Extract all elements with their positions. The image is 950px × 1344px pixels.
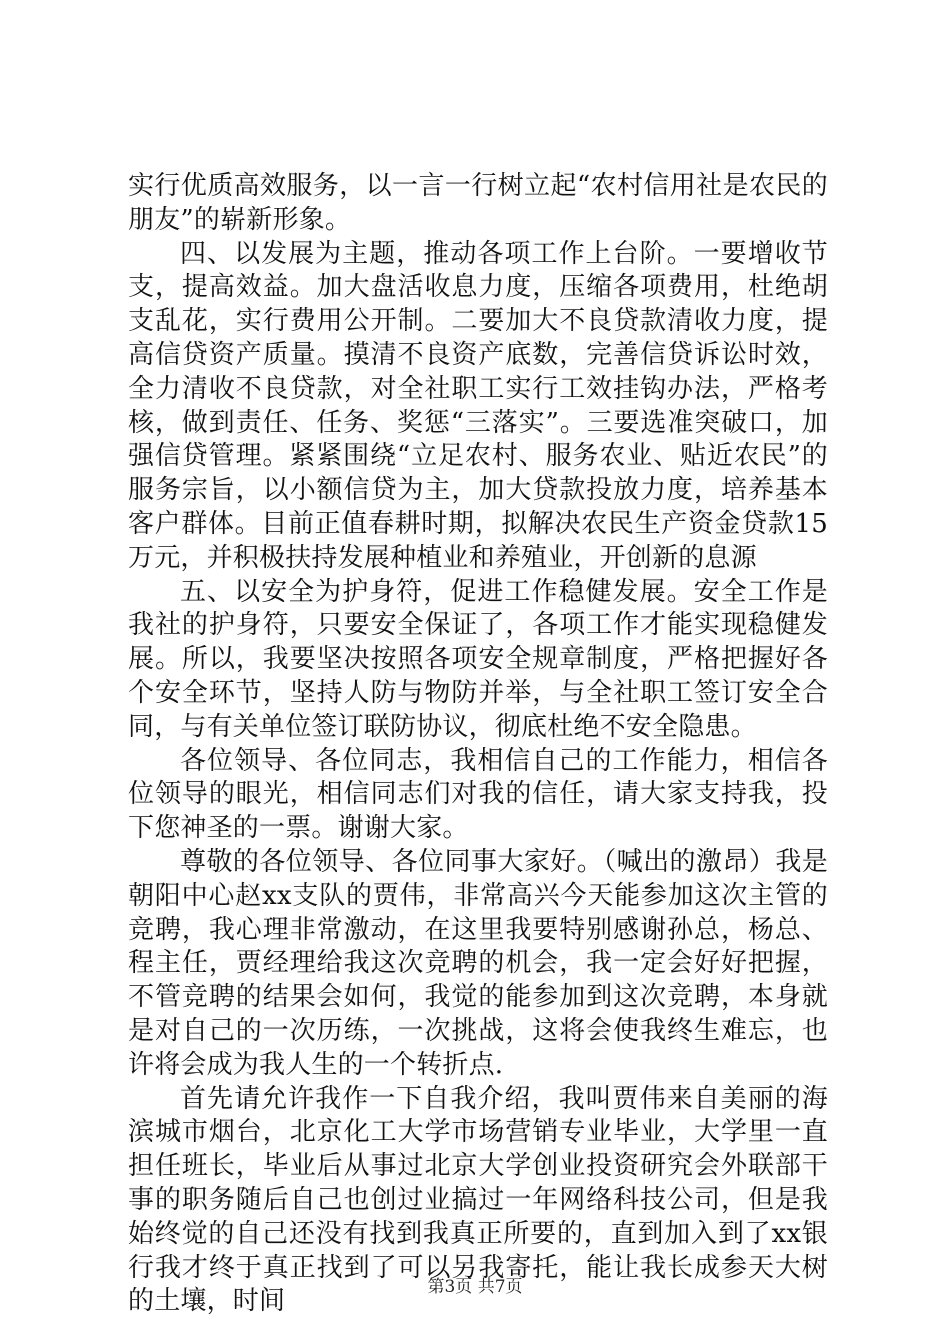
paragraph-service-image: 实行优质高效服务，以一言一行树立起“农村信用社是农民的朋友”的崭新形象。 [128, 171, 828, 235]
paragraph-self-introduction: 首先请允许我作一下自我介绍，我叫贾伟来自美丽的海滨城市烟台，北京化工大学市场营销专业毕业，大学里一直担任班长，毕业后从事过北京大学创业投资研究会外联部干事的职务随后自己也创过业搞过一年网络科技公司，但是我始终觉的自己还没有找到我真正所要的，直到加入到了xx银行我才终于真正找到了可以另我寄托，能让我长成参天大树的土壤，时间 [128, 1083, 828, 1317]
paragraph-greeting-intro: 尊敬的各位领导、各位同事大家好。（喊出的激昂）我是朝阳中心赵xx支队的贾伟，非常高兴今天能参加这次主管的竞聘，我心理非常激动，在这里我要特别感谢孙总，杨总、程主任，贾经理给我这次竞聘的机会，我一定会好好把握，不管竞聘的结果会如何，我觉的能参加到这次竞聘，本身就是对自己的一次历练，一次挑战，这将会使我终生难忘，也许将会成为我人生的一个转折点. [128, 846, 828, 1080]
paragraph-closing-thanks: 各位领导、各位同志，我相信自己的工作能力，相信各位领导的眼光，相信同志们对我的信任，请大家支持我，投下您神圣的一票。谢谢大家。 [128, 745, 828, 844]
document-body [128, 170, 828, 1319]
paragraph-development: 四、以发展为主题，推动各项工作上台阶。一要增收节支，提高效益。加大盘活收息力度，压缩各项费用，杜绝胡支乱花，实行费用公开制。二要加大不良贷款清收力度，提高信贷资产质量。摸清不良资产底数，完善信贷诉讼时效，全力清收不良贷款，对全社职工实行工效挂钩办法，严格考核，做到责任、任务、奖惩“三落实”。三要选准突破口，加强信贷管理。紧紧围绕“立足农村、服务农业、贴近农民”的服务宗旨，以小额信贷为主，加大贷款投放力度，培养基本客户群体。目前正值春耕时期，拟解决农民生产资金贷款15万元，并积极扶持发展种植业和养殖业，开创新的息源 [128, 238, 828, 573]
paragraph-safety: 五、以安全为护身符，促进工作稳健发展。安全工作是我社的护身符，只要安全保证了，各项工作才能实现稳健发展。所以，我要坚决按照各项安全规章制度，严格把握好各个安全环节，坚持人防与物防并举，与全社职工签订安全合同，与有关单位签订联防协议，彻底杜绝不安全隐患。 [128, 576, 828, 742]
page-number-footer: 第3页 共7页 [427, 1277, 523, 1297]
